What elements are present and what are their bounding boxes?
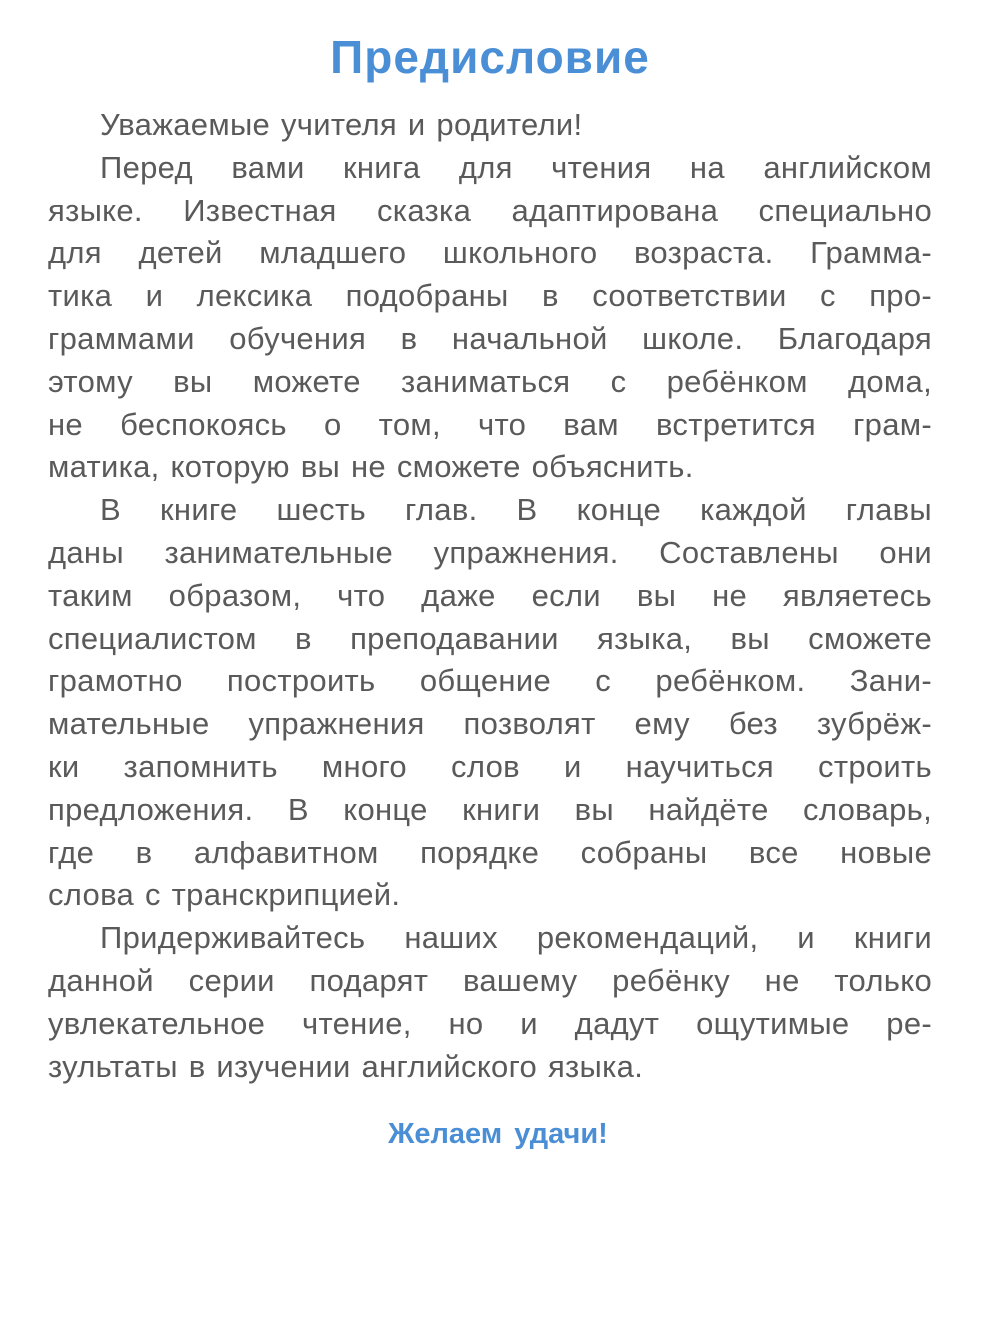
paragraph-2-line: ки запомнить много слов и научиться строить [48, 748, 932, 784]
paragraph-2-line: даны занимательные упражнения. Составлены они [48, 534, 932, 570]
paragraph-1-line: граммами обучения в начальной школе. Благодаря [48, 320, 932, 356]
paragraph-1-line: не беспокоясь о том, что вам встретится грам- [48, 406, 932, 442]
paragraph-2-line: предложения. В конце книги вы найдёте словарь, [48, 791, 932, 827]
page-title: Предисловие [330, 31, 650, 83]
paragraph-1-line: языке. Известная сказка адаптирована специально [48, 192, 932, 228]
paragraph-2-line: В книге шесть глав. В конце каждой главы [100, 492, 932, 528]
paragraph-3-line: зультаты в изучении английского языка. [48, 1048, 644, 1084]
paragraph-1-line: Перед вами книга для чтения на английском [100, 149, 932, 185]
paragraph-3-line: Придерживайтесь наших рекомендаций, и книги [100, 920, 932, 956]
paragraph-2-line: грамотно построить общение с ребёнком. Зани- [48, 663, 932, 699]
paragraph-1-line: этому вы можете заниматься с ребёнком дома, [48, 363, 932, 399]
preface-body [48, 104, 932, 1088]
closing-wish: Желаем удачи! [388, 1118, 608, 1150]
paragraph-1-line: матика, которую вы не сможете объяснить. [48, 449, 694, 485]
paragraph-2-line: слова с транскрипцией. [48, 877, 401, 913]
paragraph-3-line: данной серии подарят вашему ребёнку не только [48, 962, 932, 998]
paragraph-2-line: таким образом, что даже если вы не являетесь [48, 577, 932, 613]
paragraph-1-line: для детей младшего школьного возраста. Грамма- [48, 235, 932, 271]
paragraph-1-line: тика и лексика подобраны в соответствии с про- [48, 278, 932, 314]
greeting-line: Уважаемые учителя и родители! [100, 107, 583, 142]
paragraph-2-line: мательные упражнения позволят ему без зубрёж- [48, 706, 932, 742]
paragraph-2-line: где в алфавитном порядке собраны все новые [48, 834, 932, 870]
paragraph-3-line: увлекательное чтение, но и дадут ощутимые ре- [48, 1005, 932, 1041]
paragraph-2-line: специалистом в преподавании языка, вы сможете [48, 620, 932, 656]
